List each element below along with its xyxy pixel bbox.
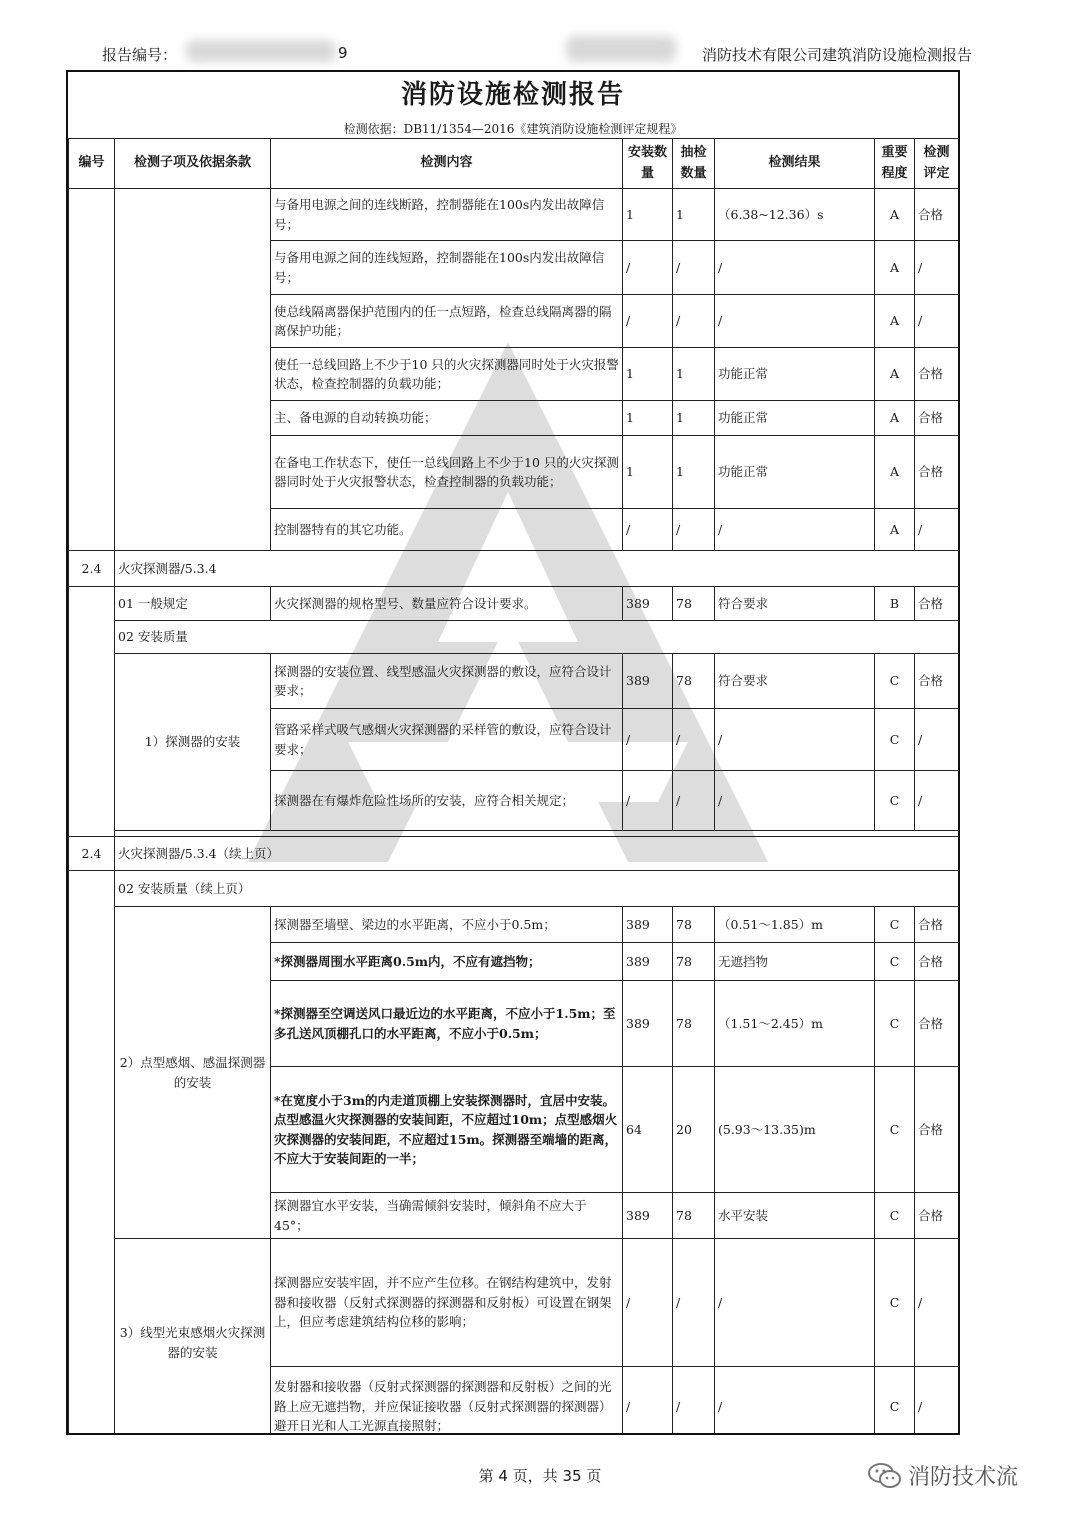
level-cell: A (875, 295, 915, 348)
sample-cell: 78 (673, 1193, 715, 1239)
eval-cell: 合格 (915, 189, 959, 241)
content-cell: 探测器宜水平安装，当确需倾斜安装时，倾斜角不应大于45°； (271, 1193, 623, 1239)
header-left (102, 44, 177, 65)
sample-cell: / (673, 295, 715, 348)
sample-cell: 20 (673, 1067, 715, 1193)
table-header-row (69, 139, 959, 189)
content-cell: *在宽度小于3m的内走道顶棚上安装探测器时，宜居中安装。点型感温火灾探测器的安装间距，不应超过10m；点型感烟火灾探测器的安装间距，不应超过15m。探测器至端墙的距离，不应大于安装间距的一半； (271, 1067, 623, 1193)
level-cell: A (875, 241, 915, 295)
result-cell: / (715, 1367, 875, 1436)
content-cell: 控制器特有的其它功能。 (271, 509, 623, 551)
section-name: 火灾探测器/5.3.4 (115, 551, 959, 587)
doc-basis: 检测依据：DB11/1354—2016《建筑消防设施检测评定规程》 (343, 122, 683, 136)
qty-cell: 389 (623, 943, 673, 981)
eval-cell: / (915, 509, 959, 551)
level-cell: A (875, 436, 915, 509)
content-cell: 火灾探测器的规格型号、数量应符合设计要求。 (271, 587, 623, 621)
result-cell: 功能正常 (715, 348, 875, 401)
empty-cell (69, 189, 115, 551)
content-cell: 发射器和接收器（反射式探测器的探测器和反射板）之间的光路上应无遮挡物，并应保证接收器（反射式探测器的探测器）避开日光和人工光源直接照射； (271, 1367, 623, 1436)
qty-cell: / (623, 295, 673, 348)
content-cell: 在备电工作状态下，使任一总线回路上不少于10 只的火灾探测器同时处于火灾报警状态，检查控制器的负载功能； (271, 436, 623, 509)
col-header: 编号 (69, 139, 115, 189)
brand-watermark (868, 1460, 1018, 1491)
section-row (69, 837, 959, 871)
level-cell: C (875, 654, 915, 709)
sample-cell: / (673, 1367, 715, 1436)
level-cell: A (875, 189, 915, 241)
level-cell: C (875, 1193, 915, 1239)
result-cell: 符合要求 (715, 587, 875, 621)
qty-cell: / (623, 241, 673, 295)
qty-cell: 1 (623, 189, 673, 241)
result-cell: 符合要求 (715, 654, 875, 709)
eval-cell: 合格 (915, 587, 959, 621)
subitem-label: 1）探测器的安装 (115, 654, 271, 831)
eval-cell: / (915, 1239, 959, 1367)
col-header: 检测结果 (715, 139, 875, 189)
table-row (69, 587, 959, 621)
col-header: 重要程度 (875, 139, 915, 189)
result-cell: / (715, 295, 875, 348)
sample-cell: / (673, 1239, 715, 1367)
eval-cell: 合格 (915, 401, 959, 436)
sample-cell: / (673, 241, 715, 295)
content-cell: 管路采样式吸气感烟火灾探测器的采样管的敷设，应符合设计要求； (271, 709, 623, 771)
content-cell: *探测器至空调送风口最近边的水平距离，不应小于1.5m；至多孔送风顶棚孔口的水平距离，不应小于0.5m； (271, 981, 623, 1067)
result-cell: 功能正常 (715, 436, 875, 509)
sample-cell: 78 (673, 654, 715, 709)
level-cell: C (875, 771, 915, 831)
report-sheet (66, 70, 960, 1435)
result-cell: / (715, 709, 875, 771)
section-row (69, 551, 959, 587)
col-header: 检测评定 (915, 139, 959, 189)
section-no: 2.4 (69, 837, 115, 871)
sample-cell: 1 (673, 436, 715, 509)
eval-cell: 合格 (915, 348, 959, 401)
eval-cell: 合格 (915, 907, 959, 943)
level-cell: A (875, 401, 915, 436)
table-row (69, 907, 959, 943)
result-cell: 功能正常 (715, 401, 875, 436)
eval-cell: / (915, 241, 959, 295)
level-cell: C (875, 1367, 915, 1436)
sample-cell: 78 (673, 981, 715, 1067)
result-cell: / (715, 509, 875, 551)
col-header: 抽检数量 (673, 139, 715, 189)
result-cell: / (715, 771, 875, 831)
col-header: 检测子项及依据条款 (115, 139, 271, 189)
qty-cell: 1 (623, 436, 673, 509)
sample-cell: / (673, 509, 715, 551)
col-header: 安装数量 (623, 139, 673, 189)
content-cell: 探测器至墙壁、梁边的水平距离，不应小于0.5m； (271, 907, 623, 943)
brand-name: 消防技术流 (908, 1465, 1019, 1490)
level-cell: C (875, 907, 915, 943)
qty-cell: 1 (623, 401, 673, 436)
inspection-table (68, 138, 959, 1435)
doc-title: 消防设施检测报告 (400, 80, 625, 110)
section-name: 火灾探测器/5.3.4（续上页） (115, 837, 959, 871)
eval-cell: / (915, 295, 959, 348)
subsection-row (69, 871, 959, 907)
table-row (69, 1239, 959, 1367)
empty-cell (69, 587, 115, 837)
qty-cell: / (623, 509, 673, 551)
table-row (69, 189, 959, 241)
qty-cell: / (623, 709, 673, 771)
result-cell: （0.51～1.85）m (715, 907, 875, 943)
report-no-tail: 9 (338, 44, 348, 62)
subsection-row (69, 621, 959, 654)
qty-cell: 389 (623, 1193, 673, 1239)
content-cell: 主、备电源的自动转换功能； (271, 401, 623, 436)
qty-cell: 389 (623, 587, 673, 621)
level-cell: A (875, 348, 915, 401)
eval-cell: / (915, 1367, 959, 1436)
level-cell: C (875, 709, 915, 771)
wechat-icon (868, 1462, 902, 1490)
sample-cell: 78 (673, 587, 715, 621)
company-report-title: 消防技术有限公司建筑消防设施检测报告 (701, 46, 972, 64)
eval-cell: / (915, 771, 959, 831)
content-cell: 使任一总线回路上不少于10 只的火灾探测器同时处于火灾报警状态，检查控制器的负载功能； (271, 348, 623, 401)
eval-cell: 合格 (915, 1067, 959, 1193)
eval-cell: 合格 (915, 981, 959, 1067)
eval-cell: 合格 (915, 1193, 959, 1239)
page-footer: 第 4 页，共 35 页 (478, 1467, 602, 1485)
subitem-label: 3）线型光束感烟火灾探测器的安装 (115, 1239, 271, 1436)
result-cell: (5.93～13.35)m (715, 1067, 875, 1193)
result-cell: 水平安装 (715, 1193, 875, 1239)
level-cell: A (875, 509, 915, 551)
qty-cell: 389 (623, 907, 673, 943)
qty-cell: 1 (623, 348, 673, 401)
content-cell: *探测器周围水平距离0.5m内，不应有遮挡物； (271, 943, 623, 981)
redaction-blur (186, 40, 336, 62)
subitem-label: 2）点型感烟、感温探测器的安装 (115, 907, 271, 1239)
section-no: 2.4 (69, 551, 115, 587)
level-cell: C (875, 1067, 915, 1193)
content-cell: 探测器的安装位置、线型感温火灾探测器的敷设，应符合设计要求； (271, 654, 623, 709)
level-cell: C (875, 943, 915, 981)
qty-cell: / (623, 1239, 673, 1367)
empty-cell (69, 871, 115, 1436)
content-cell: 探测器应安装牢固，并不应产生位移。在钢结构建筑中，发射器和接收器（反射式探测器的探测器和反射板）可设置在钢架上，但应考虑建筑结构位移的影响； (271, 1239, 623, 1367)
subsection-label: 02 安装质量（续上页） (115, 871, 959, 907)
sample-cell: 1 (673, 348, 715, 401)
redaction-blur (566, 36, 676, 62)
sample-cell: 78 (673, 943, 715, 981)
content-cell: 与备用电源之间的连线短路，控制器能在100s内发出故障信号； (271, 241, 623, 295)
empty-cell (115, 189, 271, 551)
content-cell: 使总线隔离器保护范围内的任一点短路，检查总线隔离器的隔离保护功能； (271, 295, 623, 348)
content-cell: 探测器在有爆炸危险性场所的安装，应符合相关规定； (271, 771, 623, 831)
eval-cell: / (915, 709, 959, 771)
result-cell: / (715, 1239, 875, 1367)
subsection-label: 02 安装质量 (115, 621, 959, 654)
sample-cell: / (673, 709, 715, 771)
eval-cell: 合格 (915, 654, 959, 709)
qty-cell: / (623, 771, 673, 831)
result-cell: （1.51～2.45）m (715, 981, 875, 1067)
sample-cell: 1 (673, 401, 715, 436)
qty-cell: 389 (623, 654, 673, 709)
level-cell: C (875, 981, 915, 1067)
level-cell: C (875, 1239, 915, 1367)
eval-cell: 合格 (915, 436, 959, 509)
result-cell: / (715, 241, 875, 295)
sample-cell: 1 (673, 189, 715, 241)
sample-cell: 78 (673, 907, 715, 943)
sample-cell: / (673, 771, 715, 831)
report-no-label: 报告编号： (102, 46, 178, 64)
result-cell: 无遮挡物 (715, 943, 875, 981)
table-row (69, 654, 959, 709)
content-cell: 与备用电源之间的连线断路，控制器能在100s内发出故障信号； (271, 189, 623, 241)
level-cell: B (875, 587, 915, 621)
subitem-label: 01 一般规定 (115, 587, 271, 621)
qty-cell: / (623, 1367, 673, 1436)
col-header: 检测内容 (271, 139, 623, 189)
eval-cell: 合格 (915, 943, 959, 981)
result-cell: （6.38~12.36）s (715, 189, 875, 241)
qty-cell: 389 (623, 981, 673, 1067)
qty-cell: 64 (623, 1067, 673, 1193)
